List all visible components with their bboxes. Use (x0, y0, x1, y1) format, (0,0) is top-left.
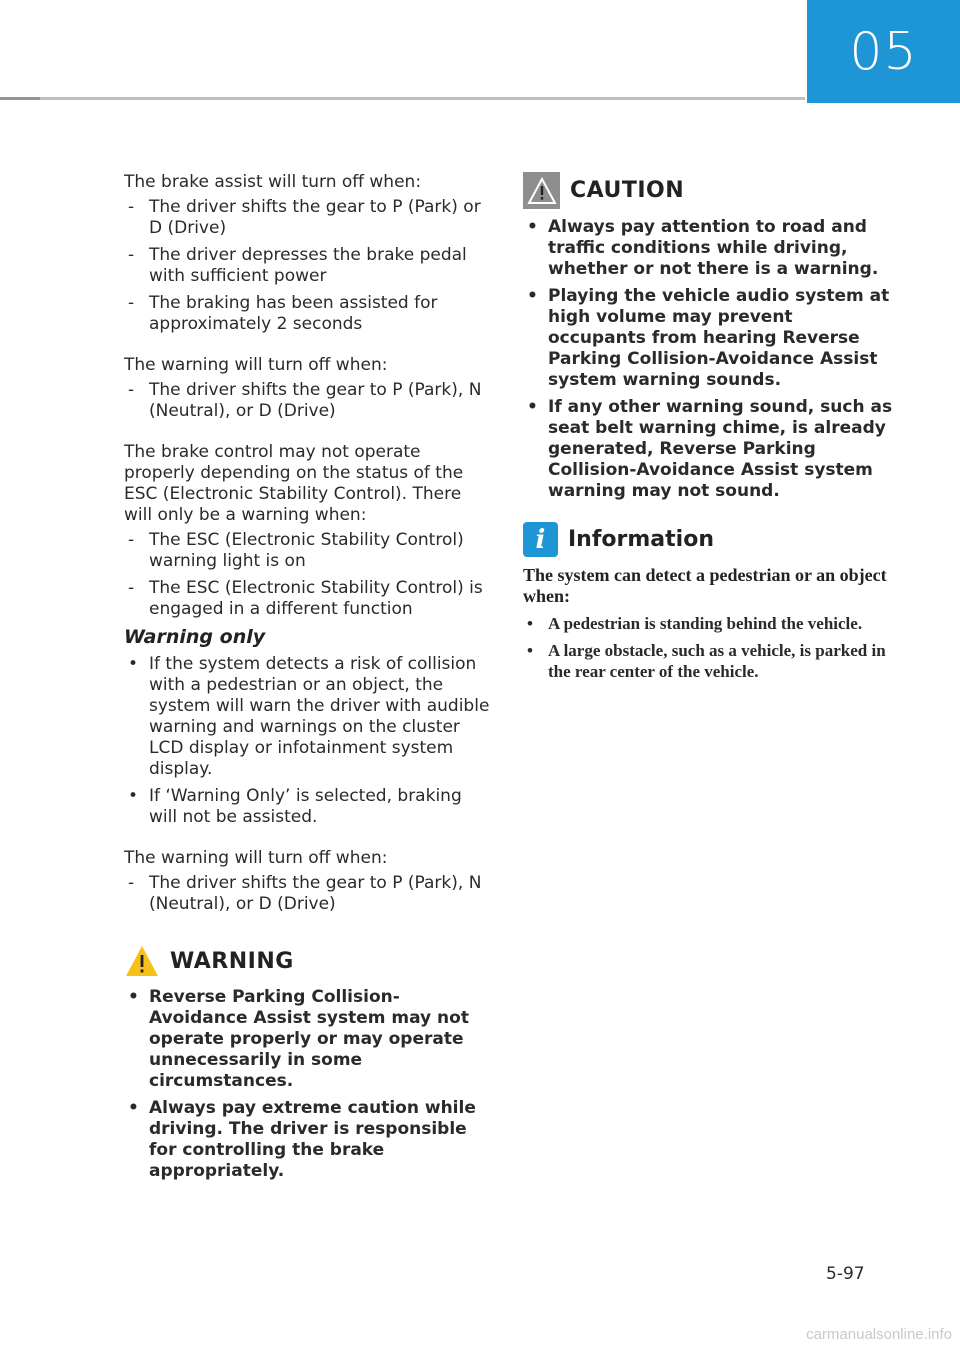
brake-assist-off-section (124, 172, 492, 335)
brake-assist-off-intro: The brake assist will turn off when: (124, 172, 422, 192)
page-number: 5-97 (826, 1264, 865, 1284)
brake-control-section (124, 442, 492, 620)
list-item: • Always pay attention to road and traffic conditions while driving, whether or not there is a warning. (523, 217, 893, 280)
watermark: carmanualsonline.info (806, 1326, 952, 1343)
warning-box (124, 943, 492, 1182)
info-box (523, 522, 893, 682)
warning-off-intro-1: The warning will turn off when: (124, 355, 388, 375)
warning-off-intro-2: The warning will turn off when: (124, 848, 388, 868)
info-header (523, 522, 893, 557)
chapter-number: 05 (849, 21, 918, 82)
caution-box (523, 172, 893, 502)
warning-off-section-2 (124, 848, 492, 915)
warning-only-section (124, 626, 492, 828)
warning-only-list (124, 654, 492, 828)
caution-list (523, 217, 893, 502)
list-item: • If any other warning sound, such as seat belt warning chime, is already generated, Reverse Parking Collision-Avoidance Assist system warning may not sound. (523, 397, 893, 502)
list-item: - The driver depresses the brake pedal with sufficient power (124, 245, 492, 287)
warning-header (124, 943, 492, 979)
left-column (124, 172, 492, 1188)
caution-header (523, 172, 893, 209)
list-item: • Always pay extreme caution while driving. The driver is responsible for controlling the brake appropriately. (124, 1098, 492, 1182)
list-item: - The driver shifts the gear to P (Park), N (Neutral), or D (Drive) (124, 380, 492, 422)
right-column (523, 172, 893, 688)
warning-title: WARNING (170, 948, 294, 974)
warning-off-list-1 (124, 380, 492, 422)
warning-only-heading: Warning only (124, 626, 266, 648)
caution-triangle-icon (523, 172, 560, 209)
caution-title: CAUTION (570, 178, 685, 203)
info-icon: i (523, 522, 558, 557)
list-item: • If the system detects a risk of collision with a pedestrian or an object, the system will warn the driver with audible warning and warnings on the cluster LCD display or infotainment system display. (124, 654, 492, 780)
warning-triangle-icon (124, 943, 160, 979)
info-title: Information (568, 527, 714, 552)
warning-off-section-1 (124, 355, 492, 422)
brake-assist-off-list (124, 197, 492, 335)
header-rule-accent (0, 97, 40, 100)
brake-control-intro: The brake control may not operate properly depending on the status of the ESC (Electronic Stability Control). There will only be a warning when: (124, 442, 464, 525)
list-item: • A pedestrian is standing behind the vehicle. (523, 613, 893, 634)
header-rule (0, 97, 805, 100)
list-item: • A large obstacle, such as a vehicle, is parked in the rear center of the vehicle. (523, 640, 893, 682)
list-item: • Playing the vehicle audio system at high volume may prevent occupants from hearing Reverse Parking Collision-Avoidance Assist system warning sounds. (523, 286, 893, 391)
warning-list (124, 987, 492, 1182)
list-item: - The driver shifts the gear to P (Park), N (Neutral), or D (Drive) (124, 873, 492, 915)
list-item: - The ESC (Electronic Stability Control) is engaged in a different function (124, 578, 492, 620)
info-list (523, 613, 893, 682)
info-body (523, 565, 893, 682)
list-item: - The braking has been assisted for approximately 2 seconds (124, 293, 492, 335)
info-intro: The system can detect a pedestrian or an object when: (523, 565, 887, 606)
list-item: - The ESC (Electronic Stability Control) warning light is on (124, 530, 492, 572)
warning-off-list-2 (124, 873, 492, 915)
list-item: - The driver shifts the gear to P (Park) or D (Drive) (124, 197, 492, 239)
chapter-number-tab (807, 0, 960, 103)
brake-control-list (124, 530, 492, 620)
list-item: • If ‘Warning Only’ is selected, braking will not be assisted. (124, 786, 492, 828)
list-item: • Reverse Parking Collision-Avoidance Assist system may not operate properly or may operate unnecessarily in some circumstances. (124, 987, 492, 1092)
